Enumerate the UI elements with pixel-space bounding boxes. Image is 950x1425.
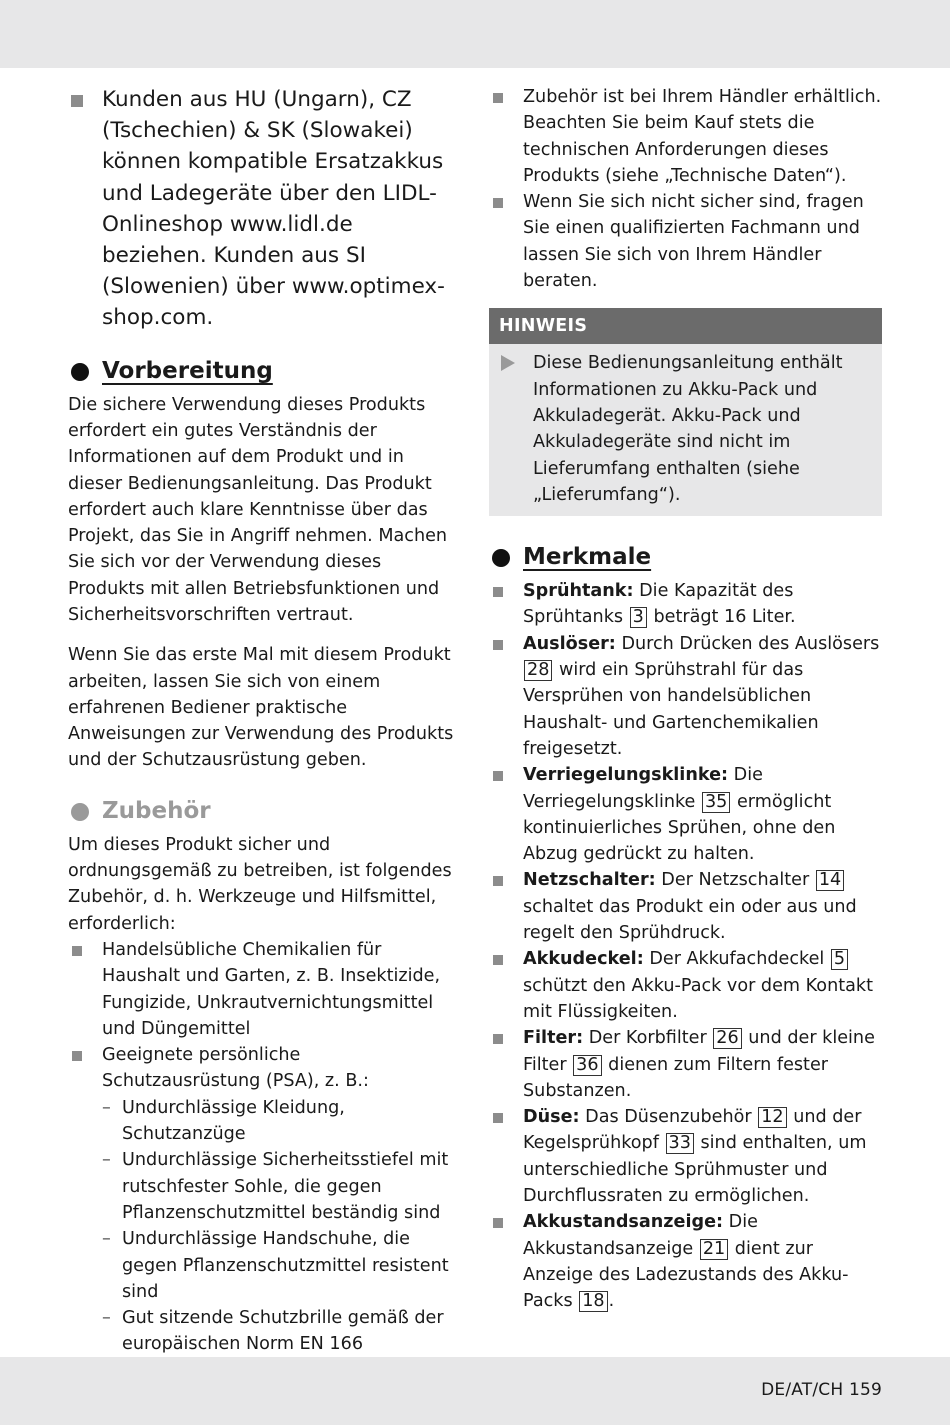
bullet-dot-icon	[71, 803, 89, 821]
page-number: DE/AT/CH 159	[761, 1380, 882, 1400]
sublist-item: – Undurchlässige Kleidung, Schutzanzüge	[102, 1095, 458, 1148]
part-number-box: 14	[816, 870, 844, 891]
sublist-item: – Undurchlässige Sicherheitsstiefel mit rutschfester Sohle, die gegen Pflanzenschutzmittel beständig sind	[102, 1147, 458, 1226]
part-number-box: 26	[713, 1028, 741, 1049]
header-bar	[0, 0, 950, 68]
bullet-dot-icon	[71, 363, 89, 381]
square-bullet-icon	[493, 198, 503, 208]
dash-icon: –	[102, 1229, 111, 1250]
dash-icon: –	[102, 1150, 111, 1171]
feature-item-verriegelungsklinke: Verriegelungsklinke: Die Verriegelungsklinke 35 ermöglicht kontinuierliches Sprühen, ohne den Abzug gedrückt zu halten.	[489, 762, 882, 867]
square-bullet-icon	[493, 876, 503, 886]
feature-item-akkustandsanzeige: Akkustandsanzeige: Die Akkustandsanzeige 21 dient zur Anzeige des Ladezustands des Akku-Packs 18 .	[489, 1209, 882, 1314]
part-number-box: 28	[524, 660, 552, 681]
square-bullet-icon	[71, 95, 83, 107]
part-number-box: 3	[630, 607, 647, 628]
part-number-box: 35	[702, 792, 730, 813]
square-bullet-icon	[72, 946, 82, 956]
feature-item-akkudeckel: Akkudeckel: Der Akkufachdeckel 5 schützt den Akku-Pack vor dem Kontakt mit Flüssigkeiten.	[489, 946, 882, 1025]
square-bullet-icon	[493, 640, 503, 650]
square-bullet-icon	[493, 955, 503, 965]
right-column	[489, 84, 882, 1314]
part-number-box: 18	[579, 1291, 607, 1312]
bullet-dot-icon	[492, 549, 510, 567]
zubehoer-list	[68, 937, 458, 1384]
zubehoer-notes-list	[489, 84, 882, 294]
part-number-box: 33	[666, 1133, 694, 1154]
zubehoer-intro: Um dieses Produkt sicher und ordnungsgemäß zu betreiben, ist folgendes Zubehör, d. h. Werkzeuge und Hilfsmittel, erforderlich:	[68, 834, 452, 934]
part-number-box: 36	[573, 1055, 601, 1076]
hinweis-text: Diese Bedienungsanleitung enthält Informationen zu Akku-Pack und Akkuladegerät. Akku-Pack und Akkuladegeräte sind nicht im Lieferumfang enthalten (siehe „Lieferumfang“).	[533, 353, 843, 505]
part-number-box: 5	[831, 949, 848, 970]
lead-note	[68, 84, 458, 334]
square-bullet-icon	[493, 771, 503, 781]
merkmale-list	[489, 578, 882, 1314]
arrow-right-icon	[501, 355, 515, 371]
feature-item-duese: Düse: Das Düsenzubehör 12 und der Kegelsprühkopf 33 sind enthalten, um unterschiedliche Sprühmuster und Durchflussraten zu ermöglichen.	[489, 1104, 882, 1209]
square-bullet-icon	[493, 1034, 503, 1044]
feature-item-filter: Filter: Der Korbfilter 26 und der kleine Filter 36 dienen zum Filtern fester Substanzen.	[489, 1025, 882, 1104]
psa-sublist	[102, 1095, 458, 1384]
vorbereitung-paragraph-2: Wenn Sie das erste Mal mit diesem Produkt arbeiten, lassen Sie sich von einem erfahrenen Bediener praktische Anweisungen zur Verwendung des Produkts und der Schutzausrüstung geben.	[68, 645, 454, 771]
part-number-box: 21	[700, 1239, 728, 1260]
heading-vorbereitung: Vorbereitung	[68, 356, 458, 386]
vorbereitung-paragraph-1: Die sichere Verwendung dieses Produkts erfordert ein gutes Verständnis der Informationen auf dem Produkt und in dieser Bedienungsanleitung. Das Produkt erfordert auch klare Kenntnisse über das Projekt, das Sie in Angriff nehmen. Machen Sie sich vor der Verwendung dieses Produkts mit allen Betriebsfunktionen und Sicherheitsvorschriften vertraut.	[68, 394, 448, 625]
hinweis-body	[489, 344, 882, 516]
square-bullet-icon	[72, 1051, 82, 1061]
square-bullet-icon	[493, 1218, 503, 1228]
dash-icon: –	[102, 1308, 111, 1329]
sublist-item: – Undurchlässige Handschuhe, die gegen Pflanzenschutzmittel resistent sind	[102, 1226, 458, 1305]
left-column	[68, 84, 458, 1384]
dash-icon: –	[102, 1097, 111, 1118]
feature-item-ausloeser: Auslöser: Durch Drücken des Auslösers 28 wird ein Sprühstrahl für das Versprühen von handelsüblichen Haushalt- und Gartenchemikalien freigesetzt.	[489, 631, 882, 762]
list-item: Zubehör ist bei Ihrem Händler erhältlich. Beachten Sie beim Kauf stets die technischen Anforderungen dieses Produkts (siehe „Technische Daten“).	[489, 84, 882, 189]
list-item: Handelsübliche Chemikalien für Haushalt und Garten, z. B. Insektizide, Fungizide, Unkrautvernichtungsmittel und Düngemittel	[68, 937, 458, 1042]
hinweis-box	[489, 308, 882, 516]
square-bullet-icon	[493, 93, 503, 103]
part-number-box: 12	[758, 1107, 786, 1128]
feature-item-spruehtank: Sprühtank: Die Kapazität des Sprühtanks 3 beträgt 16 Liter.	[489, 578, 882, 631]
heading-zubehoer: Zubehör	[68, 796, 458, 826]
heading-merkmale: Merkmale	[489, 542, 882, 572]
lead-text: Kunden aus HU (Ungarn), CZ (Tschechien) & SK (Slowakei) können kompatible Ersatzakkus und Ladegeräte über den LIDL-Onlineshop www.lidl.de beziehen. Kunden aus SI (Slowenien) über www.optimex-shop.com.	[102, 87, 445, 331]
square-bullet-icon	[493, 1113, 503, 1123]
sublist-item: – Gut sitzende Schutzbrille gemäß der europäischen Norm EN 166	[102, 1305, 458, 1358]
feature-item-netzschalter: Netzschalter: Der Netzschalter 14 schaltet das Produkt ein oder aus und regelt den Sprühdruck.	[489, 867, 882, 946]
hinweis-label: HINWEIS	[489, 308, 882, 344]
list-item: Wenn Sie sich nicht sicher sind, fragen Sie einen qualifizierten Fachmann und lassen Sie sich von Ihrem Händler beraten.	[489, 189, 882, 294]
list-item: Geeignete persönliche Schutzausrüstung (PSA), z. B.: – Undurchlässige Kleidung, Schutzanzüge – Undurchlässige Sicherheitsstiefel mit rutschfester Sohle, die gegen Pflanzenschutzmittel beständig sind – Undurchlässige Handschuhe, die gegen Pflanzenschutzmittel resistent sind – Gut sitzende Schutzbrille gemäß der europäischen Norm EN 166	[68, 1042, 458, 1384]
square-bullet-icon	[493, 587, 503, 597]
